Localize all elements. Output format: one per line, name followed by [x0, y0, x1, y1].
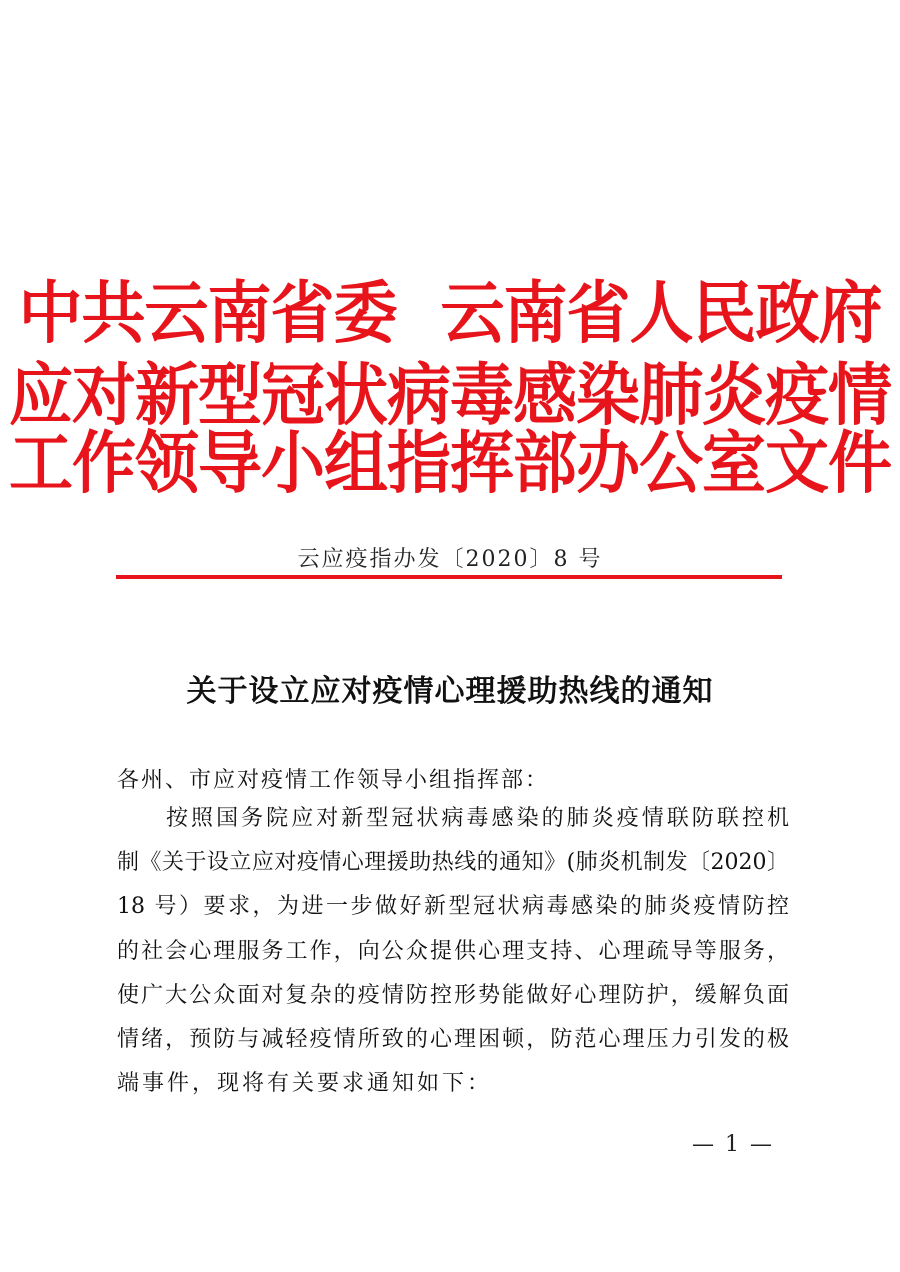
masthead-line-3: 工作领导小组指挥部办公室文件: [9, 424, 891, 504]
masthead-issuer-party: 中共云南省委: [18, 274, 397, 354]
masthead-line-2: 应对新型冠状病毒感染肺炎疫情: [9, 356, 891, 436]
body-line: 使广大公众面对复杂的疫情防控形势能做好心理防护，缓解负面: [117, 983, 789, 1008]
body-line: 按照国务院应对新型冠状病毒感染的肺炎疫情联防联控机: [166, 806, 789, 831]
red-divider-rule: [116, 575, 782, 579]
body-line: 制《关于设立应对疫情心理援助热线的通知》(肺炎机制发〔2020〕: [117, 850, 789, 875]
page-number: — 1 —: [692, 1132, 774, 1157]
body-line: 18 号）要求，为进一步做好新型冠状病毒感染的肺炎疫情防控: [117, 894, 789, 919]
notice-title: 关于设立应对疫情心理援助热线的通知: [186, 674, 714, 709]
body-line: 情绪，预防与减轻疫情所致的心理困顿，防范心理压力引发的极: [117, 1027, 789, 1052]
document-number: 云应疫指办发〔2020〕8 号: [297, 547, 603, 572]
body-line: 的社会心理服务工作，向公众提供心理支持、心理疏导等服务，: [117, 939, 789, 964]
body-line: 端事件，现将有关要求通知如下：: [117, 1071, 493, 1096]
masthead-line-1: [0, 276, 900, 352]
salutation: 各州、市应对疫情工作领导小组指挥部：: [117, 768, 550, 793]
masthead-issuer-government: 云南省人民政府: [440, 274, 882, 354]
